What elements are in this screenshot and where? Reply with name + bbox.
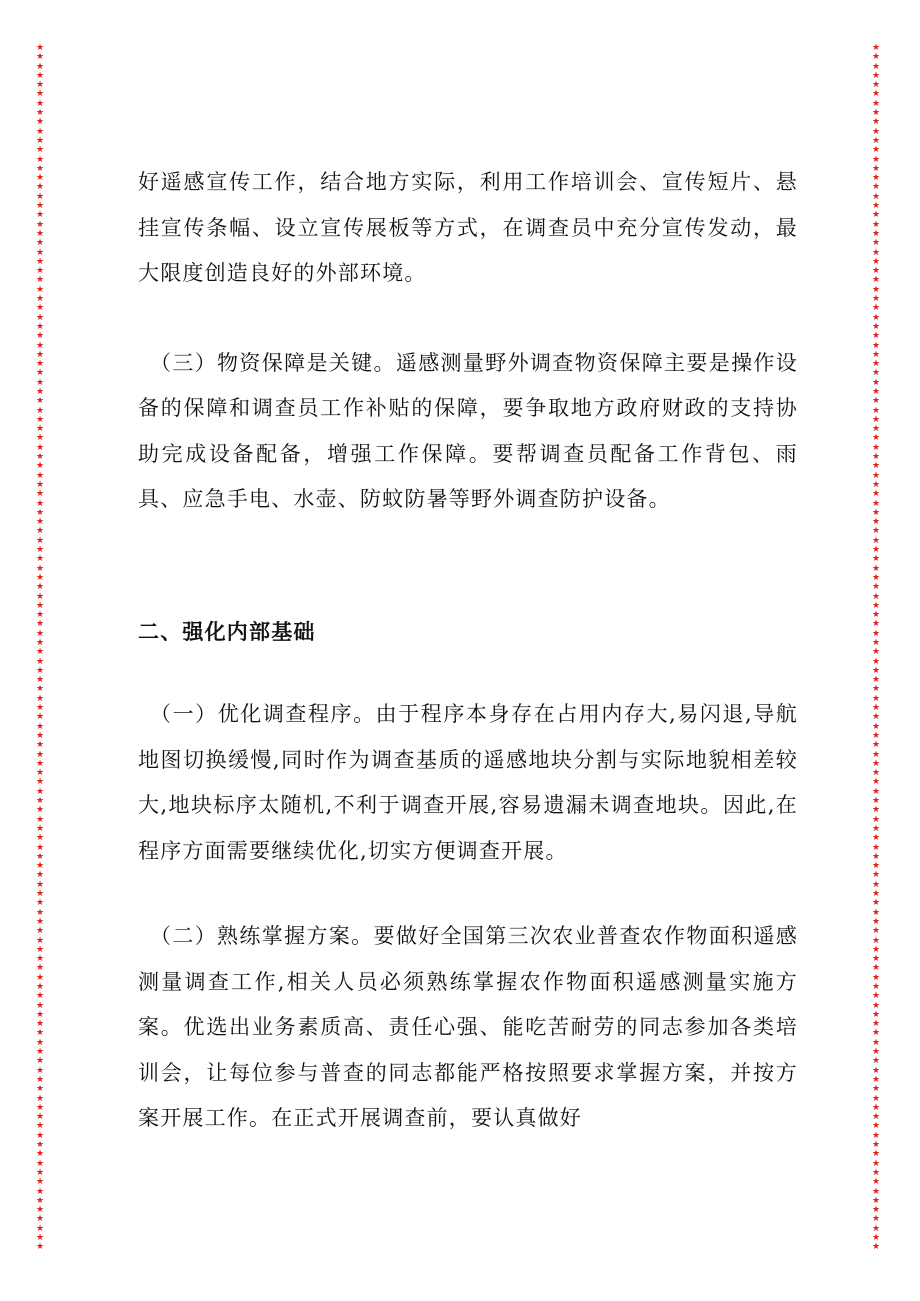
star-icon: ★ xyxy=(871,414,881,425)
star-icon: ★ xyxy=(35,1195,45,1206)
star-icon: ★ xyxy=(871,1019,881,1030)
star-icon: ★ xyxy=(871,1242,881,1253)
star-icon: ★ xyxy=(871,1000,881,1011)
star-icon: ★ xyxy=(871,126,881,137)
star-icon: ★ xyxy=(35,972,45,983)
star-icon: ★ xyxy=(35,284,45,295)
star-icon: ★ xyxy=(35,452,45,463)
star-icon: ★ xyxy=(35,870,45,881)
star-icon: ★ xyxy=(35,489,45,500)
star-icon: ★ xyxy=(35,619,45,630)
star-icon: ★ xyxy=(871,665,881,676)
star-icon: ★ xyxy=(35,740,45,751)
star-icon: ★ xyxy=(35,647,45,658)
star-icon: ★ xyxy=(871,1009,881,1020)
star-icon: ★ xyxy=(871,610,881,621)
star-icon: ★ xyxy=(35,517,45,528)
star-icon: ★ xyxy=(871,777,881,788)
star-icon: ★ xyxy=(871,786,881,797)
star-icon: ★ xyxy=(35,981,45,992)
star-icon: ★ xyxy=(35,1149,45,1160)
star-icon: ★ xyxy=(35,275,45,286)
star-icon: ★ xyxy=(871,879,881,890)
star-icon: ★ xyxy=(871,433,881,444)
star-icon: ★ xyxy=(35,916,45,927)
star-icon: ★ xyxy=(871,210,881,221)
star-icon: ★ xyxy=(871,1158,881,1169)
star-icon: ★ xyxy=(35,1037,45,1048)
star-icon: ★ xyxy=(871,201,881,212)
star-icon: ★ xyxy=(871,898,881,909)
star-icon: ★ xyxy=(871,89,881,100)
star-icon: ★ xyxy=(871,219,881,230)
star-icon: ★ xyxy=(871,405,881,416)
star-icon: ★ xyxy=(871,424,881,435)
star-icon: ★ xyxy=(35,600,45,611)
star-icon: ★ xyxy=(871,563,881,574)
star-icon: ★ xyxy=(35,638,45,648)
star-icon: ★ xyxy=(35,563,45,574)
star-icon: ★ xyxy=(871,1233,881,1243)
star-icon: ★ xyxy=(35,526,45,537)
star-icon: ★ xyxy=(871,517,881,528)
star-icon: ★ xyxy=(871,926,881,937)
star-icon: ★ xyxy=(871,182,881,193)
star-icon: ★ xyxy=(35,126,45,137)
star-icon: ★ xyxy=(35,991,45,1002)
star-icon: ★ xyxy=(35,424,45,435)
star-icon: ★ xyxy=(871,703,881,714)
star-icon: ★ xyxy=(35,1112,45,1123)
star-icon: ★ xyxy=(871,619,881,630)
star-icon: ★ xyxy=(871,303,881,314)
star-icon: ★ xyxy=(871,712,881,723)
star-icon: ★ xyxy=(871,796,881,807)
star-icon: ★ xyxy=(35,758,45,769)
star-icon: ★ xyxy=(871,638,881,648)
star-icon: ★ xyxy=(35,1167,45,1178)
star-icon: ★ xyxy=(871,80,881,91)
star-icon: ★ xyxy=(871,284,881,295)
star-icon: ★ xyxy=(35,1019,45,1030)
star-icon: ★ xyxy=(35,89,45,100)
star-icon: ★ xyxy=(871,238,881,249)
star-icon: ★ xyxy=(35,684,45,695)
star-icon: ★ xyxy=(35,628,45,639)
star-icon: ★ xyxy=(35,154,45,165)
star-icon: ★ xyxy=(871,991,881,1002)
star-icon: ★ xyxy=(871,1121,881,1132)
star-icon: ★ xyxy=(35,294,45,305)
star-icon: ★ xyxy=(35,1093,45,1104)
star-icon: ★ xyxy=(871,935,881,946)
star-icon: ★ xyxy=(871,693,881,704)
star-icon: ★ xyxy=(871,1102,881,1113)
star-icon: ★ xyxy=(35,461,45,472)
star-icon: ★ xyxy=(871,526,881,537)
star-icon: ★ xyxy=(35,777,45,788)
star-icon: ★ xyxy=(35,117,45,128)
star-icon: ★ xyxy=(35,1177,45,1188)
star-icon: ★ xyxy=(35,340,45,351)
star-icon: ★ xyxy=(35,321,45,332)
star-icon: ★ xyxy=(871,628,881,639)
star-icon: ★ xyxy=(35,768,45,779)
star-icon: ★ xyxy=(35,851,45,862)
star-icon: ★ xyxy=(35,1074,45,1085)
star-icon: ★ xyxy=(871,656,881,667)
star-icon: ★ xyxy=(35,1242,45,1253)
star-icon: ★ xyxy=(35,944,45,955)
star-icon: ★ xyxy=(35,1186,45,1197)
star-icon: ★ xyxy=(35,1214,45,1225)
star-icon: ★ xyxy=(871,135,881,146)
star-icon: ★ xyxy=(871,535,881,546)
star-icon: ★ xyxy=(35,656,45,667)
star-icon: ★ xyxy=(35,228,45,239)
star-icon: ★ xyxy=(871,44,881,53)
star-icon: ★ xyxy=(871,1074,881,1085)
star-icon: ★ xyxy=(35,591,45,602)
star-icon: ★ xyxy=(35,108,45,119)
star-icon: ★ xyxy=(35,1121,45,1132)
star-icon: ★ xyxy=(871,814,881,825)
star-icon: ★ xyxy=(871,944,881,955)
star-icon: ★ xyxy=(35,80,45,91)
star-icon: ★ xyxy=(35,535,45,546)
star-icon: ★ xyxy=(35,1000,45,1011)
star-icon: ★ xyxy=(35,954,45,965)
star-icon: ★ xyxy=(35,145,45,156)
star-icon: ★ xyxy=(35,377,45,388)
star-icon: ★ xyxy=(35,359,45,370)
star-icon: ★ xyxy=(871,340,881,351)
star-icon: ★ xyxy=(35,266,45,277)
star-icon: ★ xyxy=(35,386,45,397)
star-icon: ★ xyxy=(35,470,45,481)
star-icon: ★ xyxy=(35,135,45,146)
star-icon: ★ xyxy=(871,833,881,844)
left-star-border xyxy=(34,44,46,1256)
star-icon: ★ xyxy=(871,1084,881,1095)
star-icon: ★ xyxy=(871,954,881,965)
right-star-border xyxy=(870,44,882,1256)
star-icon: ★ xyxy=(871,368,881,379)
star-icon: ★ xyxy=(35,163,45,174)
paragraph-optimize-program: （一）优化调查程序。由于程序本身存在占用内存大,易闪退,导航地图切换缓慢,同时作为调查基质的遥感地块分割与实际地貌相差较大,地块标序太随机,不利于调查开展,容易遗漏未调查地块。因此,在程序方面需要继续优化,切实方便调查开展。 xyxy=(138,702,798,863)
star-icon: ★ xyxy=(871,758,881,769)
star-icon: ★ xyxy=(871,572,881,583)
star-icon: ★ xyxy=(871,256,881,267)
star-icon: ★ xyxy=(35,52,45,63)
star-icon: ★ xyxy=(35,405,45,416)
star-icon: ★ xyxy=(871,154,881,165)
star-icon: ★ xyxy=(35,861,45,872)
star-icon: ★ xyxy=(35,396,45,407)
star-icon: ★ xyxy=(871,275,881,286)
star-icon: ★ xyxy=(35,331,45,342)
star-icon: ★ xyxy=(35,44,45,53)
star-icon: ★ xyxy=(871,684,881,695)
star-icon: ★ xyxy=(35,545,45,556)
star-icon: ★ xyxy=(871,294,881,305)
star-icon: ★ xyxy=(35,907,45,918)
star-icon: ★ xyxy=(871,117,881,128)
star-icon: ★ xyxy=(871,321,881,332)
star-icon: ★ xyxy=(871,386,881,397)
star-icon: ★ xyxy=(35,926,45,937)
star-icon: ★ xyxy=(871,823,881,834)
star-icon: ★ xyxy=(35,173,45,184)
star-icon: ★ xyxy=(35,693,45,704)
star-icon: ★ xyxy=(871,1065,881,1076)
paragraph-material-support: （三）物资保障是关键。遥感测量野外调查物资保障主要是操作设备的保障和调查员工作补贴的保障，要争取地方政府财政的支持协助完成设备配备，增强工作保障。要帮调查员配备工作背包、雨具、应急手电、水壶、防蚊防暑等野外调查防护设备。 xyxy=(138,350,798,511)
star-icon: ★ xyxy=(871,377,881,388)
star-icon: ★ xyxy=(871,247,881,258)
star-icon: ★ xyxy=(35,889,45,900)
star-icon: ★ xyxy=(871,1028,881,1039)
star-icon: ★ xyxy=(35,349,45,360)
document-body xyxy=(138,160,798,1142)
star-icon: ★ xyxy=(871,916,881,927)
star-icon: ★ xyxy=(871,489,881,500)
star-icon: ★ xyxy=(35,1233,45,1243)
star-icon: ★ xyxy=(35,610,45,621)
star-icon: ★ xyxy=(35,796,45,807)
star-icon: ★ xyxy=(871,98,881,109)
star-icon: ★ xyxy=(35,1205,45,1216)
star-icon: ★ xyxy=(35,479,45,490)
star-icon: ★ xyxy=(871,1177,881,1188)
star-icon: ★ xyxy=(35,219,45,230)
star-icon: ★ xyxy=(35,749,45,760)
star-icon: ★ xyxy=(871,470,881,481)
star-icon: ★ xyxy=(871,145,881,156)
star-icon: ★ xyxy=(35,1158,45,1169)
star-icon: ★ xyxy=(871,359,881,370)
star-icon: ★ xyxy=(871,70,881,81)
paragraph-publicity: 好遥感宣传工作，结合地方实际，利用工作培训会、宣传短片、悬挂宣传条幅、设立宣传展板等方式，在调查员中充分宣传发动，最大限度创造良好的外部环境。 xyxy=(138,170,798,285)
star-icon: ★ xyxy=(35,554,45,565)
star-icon: ★ xyxy=(35,665,45,676)
star-icon: ★ xyxy=(871,889,881,900)
star-icon: ★ xyxy=(35,98,45,109)
star-icon: ★ xyxy=(35,703,45,714)
star-icon: ★ xyxy=(35,823,45,834)
star-icon: ★ xyxy=(35,805,45,816)
section-heading: 二、强化内部基础 xyxy=(138,618,316,644)
star-icon: ★ xyxy=(35,433,45,444)
star-icon: ★ xyxy=(871,1205,881,1216)
star-icon: ★ xyxy=(871,452,881,463)
paragraph-master-plan: （二）熟练掌握方案。要做好全国第三次农业普查农作物面积遥感测量调查工作,相关人员必须熟练掌握农作物面积遥感测量实施方案。优选出业务素质高、责任心强、能吃苦耐劳的同志参加各类培训会，让每位参与普查的同志都能严格按照要求掌握方案，并按方案开展工作。在正式开展调查前，要认真做好 xyxy=(138,924,798,1130)
star-icon: ★ xyxy=(35,814,45,825)
star-icon: ★ xyxy=(35,210,45,221)
star-icon: ★ xyxy=(871,870,881,881)
star-icon: ★ xyxy=(35,1065,45,1076)
star-icon: ★ xyxy=(871,582,881,593)
star-icon: ★ xyxy=(871,228,881,239)
star-icon: ★ xyxy=(871,52,881,63)
star-icon: ★ xyxy=(871,173,881,184)
star-icon: ★ xyxy=(871,442,881,453)
star-icon: ★ xyxy=(35,1102,45,1113)
star-icon: ★ xyxy=(35,201,45,212)
star-icon: ★ xyxy=(871,1140,881,1151)
star-icon: ★ xyxy=(871,647,881,658)
star-icon: ★ xyxy=(871,721,881,732)
star-icon: ★ xyxy=(35,70,45,81)
star-icon: ★ xyxy=(871,963,881,974)
star-icon: ★ xyxy=(871,1112,881,1123)
star-icon: ★ xyxy=(871,163,881,174)
star-icon: ★ xyxy=(35,1028,45,1039)
star-icon: ★ xyxy=(871,331,881,342)
star-icon: ★ xyxy=(871,1214,881,1225)
star-icon: ★ xyxy=(871,805,881,816)
star-icon: ★ xyxy=(35,191,45,202)
star-icon: ★ xyxy=(871,861,881,872)
star-icon: ★ xyxy=(871,1223,881,1234)
star-icon: ★ xyxy=(35,963,45,974)
star-icon: ★ xyxy=(871,1195,881,1206)
star-icon: ★ xyxy=(871,768,881,779)
star-icon: ★ xyxy=(35,1140,45,1151)
star-icon: ★ xyxy=(35,842,45,853)
star-icon: ★ xyxy=(35,572,45,583)
star-icon: ★ xyxy=(871,675,881,686)
star-icon: ★ xyxy=(871,972,881,983)
star-icon: ★ xyxy=(871,266,881,277)
star-icon: ★ xyxy=(871,749,881,760)
star-icon: ★ xyxy=(35,675,45,686)
star-icon: ★ xyxy=(871,554,881,565)
star-icon: ★ xyxy=(871,479,881,490)
star-icon: ★ xyxy=(871,842,881,853)
star-icon: ★ xyxy=(871,1149,881,1160)
star-icon: ★ xyxy=(871,1056,881,1067)
star-icon: ★ xyxy=(35,786,45,797)
star-icon: ★ xyxy=(871,507,881,518)
star-icon: ★ xyxy=(35,238,45,249)
star-icon: ★ xyxy=(35,721,45,732)
star-icon: ★ xyxy=(871,349,881,360)
star-icon: ★ xyxy=(35,1009,45,1020)
star-icon: ★ xyxy=(871,851,881,862)
star-icon: ★ xyxy=(35,256,45,267)
star-icon: ★ xyxy=(35,507,45,518)
star-icon: ★ xyxy=(35,312,45,323)
star-icon: ★ xyxy=(35,368,45,379)
star-icon: ★ xyxy=(35,898,45,909)
star-icon: ★ xyxy=(35,303,45,314)
star-icon: ★ xyxy=(35,582,45,593)
star-icon: ★ xyxy=(35,414,45,425)
star-icon: ★ xyxy=(35,498,45,509)
star-icon: ★ xyxy=(871,545,881,556)
star-icon: ★ xyxy=(35,879,45,890)
star-icon: ★ xyxy=(871,312,881,323)
star-icon: ★ xyxy=(871,740,881,751)
star-icon: ★ xyxy=(871,498,881,509)
star-icon: ★ xyxy=(871,591,881,602)
star-icon: ★ xyxy=(35,61,45,72)
star-icon: ★ xyxy=(871,1037,881,1048)
star-icon: ★ xyxy=(871,907,881,918)
star-icon: ★ xyxy=(35,730,45,741)
star-icon: ★ xyxy=(35,247,45,258)
star-icon: ★ xyxy=(35,1130,45,1141)
star-icon: ★ xyxy=(35,712,45,723)
star-icon: ★ xyxy=(871,1047,881,1058)
star-icon: ★ xyxy=(871,396,881,407)
star-icon: ★ xyxy=(871,61,881,72)
star-icon: ★ xyxy=(35,1047,45,1058)
star-icon: ★ xyxy=(871,1186,881,1197)
star-icon: ★ xyxy=(871,1093,881,1104)
star-icon: ★ xyxy=(871,191,881,202)
star-icon: ★ xyxy=(871,981,881,992)
star-icon: ★ xyxy=(35,1084,45,1095)
star-icon: ★ xyxy=(871,730,881,741)
star-icon: ★ xyxy=(871,108,881,119)
star-icon: ★ xyxy=(871,1130,881,1141)
star-icon: ★ xyxy=(35,182,45,193)
star-icon: ★ xyxy=(35,833,45,844)
star-icon: ★ xyxy=(35,442,45,453)
star-icon: ★ xyxy=(871,600,881,611)
star-icon: ★ xyxy=(35,935,45,946)
star-icon: ★ xyxy=(35,1223,45,1234)
star-icon: ★ xyxy=(871,1167,881,1178)
star-icon: ★ xyxy=(35,1056,45,1067)
star-icon: ★ xyxy=(871,461,881,472)
